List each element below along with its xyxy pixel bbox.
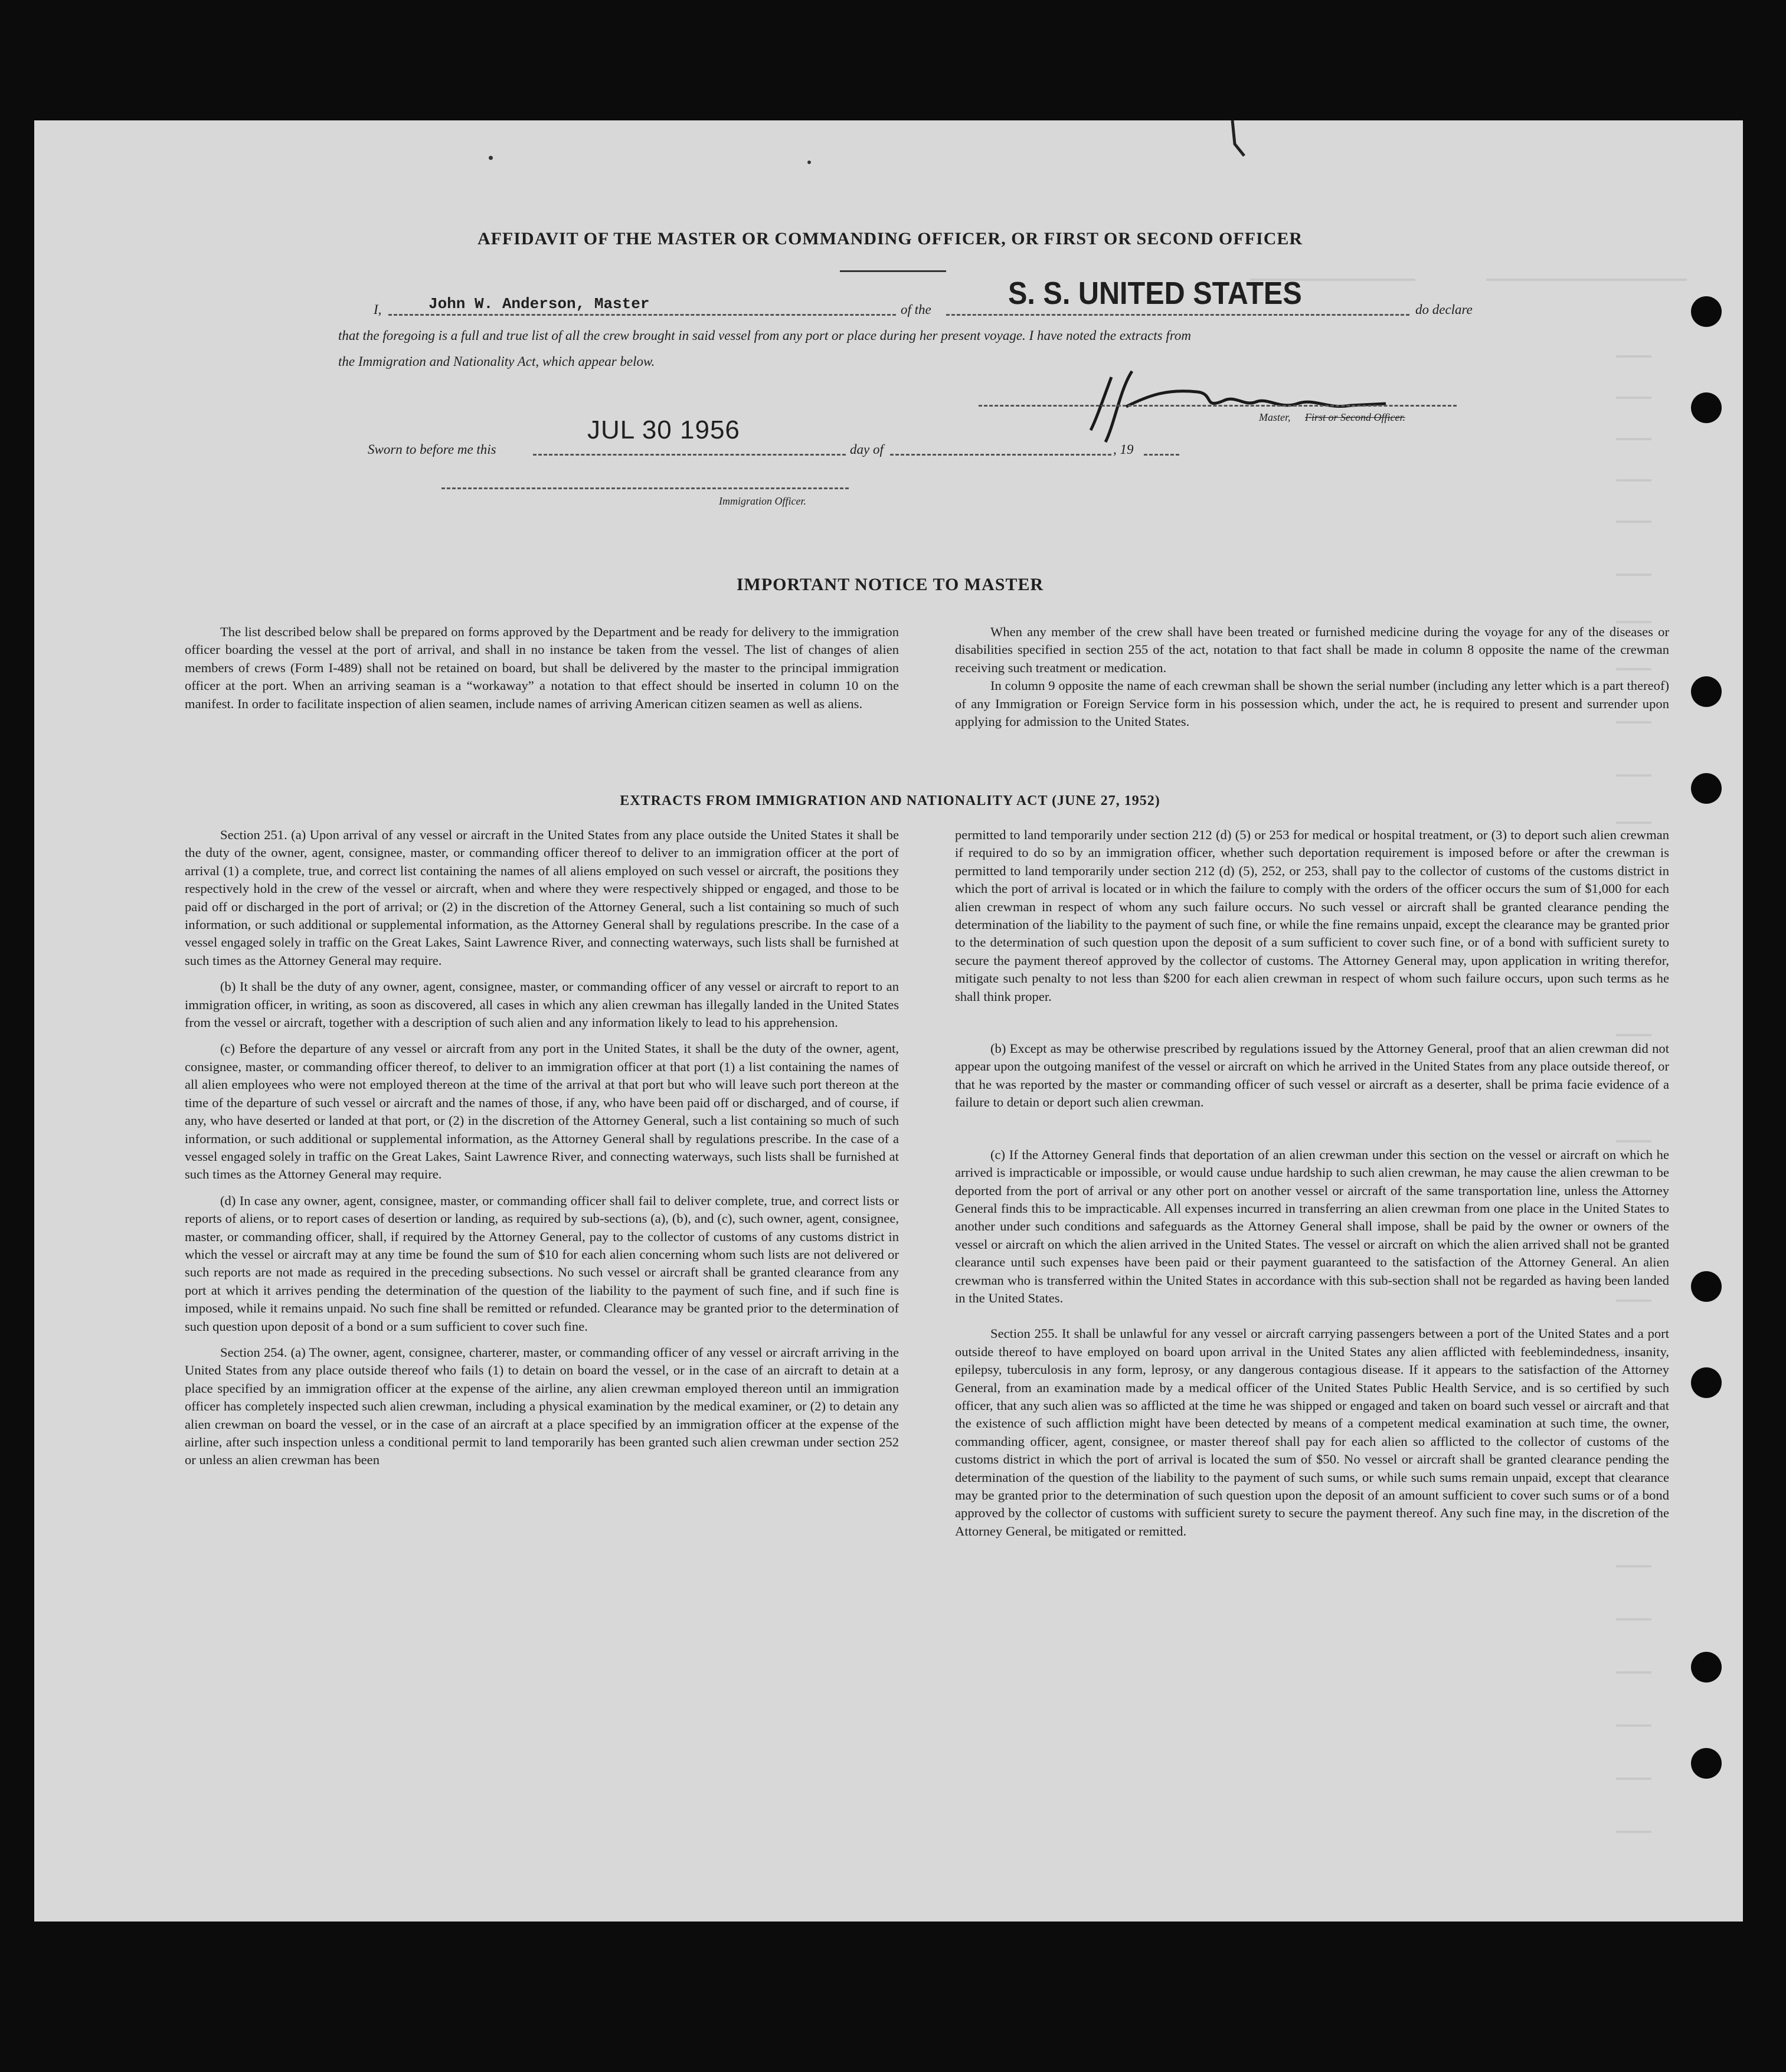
extract-paragraph: (c) Before the departure of any vessel or aircraft from any port in the United States, it shall be the duty of the owner, agent, consignee, master, or commanding officer thereof, to deliver to an immigration officer at that port (1) a list containing the names of all alien employees who were not employed thereon at the time of the arrival at that port but who will leave such port thereon at the time of the departure of such vessel or aircraft and the names of those, if any, who have been paid off or discharged, and of course, if any, who have deserted or landed at that port, or (2) in the discretion of the Attorney General, such a list containing so much of such information, or such additional or supplemental information, as the Attorney General shall by regulations prescribe. In the case of a vessel engaged solely in traffic on the Great Lakes, Saint Lawrence River, and connecting waterways, such lists shall be furnished at such times as the Attorney General may require. (185, 1041, 899, 1182)
vessel-name: S. S. UNITED STATES (1008, 276, 1302, 311)
master-name: John W. Anderson, Master (428, 295, 650, 313)
sworn-label: Sworn to before me this (368, 442, 496, 457)
signature-line (979, 404, 1457, 407)
notice-right-paragraph: In column 9 opposite the name of each crewman shall be shown the serial number (including any letter which is a part thereof) of any Immigration or Foreign Service form in his possession which, under the act, he is required to present and surrender upon applying for admission to the United States. (955, 678, 1669, 729)
declaration-line-1: that the foregoing is a full and true list of all the crew brought in said vessel from any port or place during her present voyage. I have noted the extracts from (338, 328, 1191, 343)
officer-line (441, 486, 849, 489)
month-line (890, 448, 1111, 456)
extracts-title: EXTRACTS FROM IMMIGRATION AND NATIONALITY ACT (JUNE 27, 1952) (620, 793, 1160, 808)
extract-paragraph: permitted to land temporarily under section 212 (d) (5) or 253 for medical or hospital treatment, or (3) to deport such alien crewman if required to do so by an immigration officer, whether such deportation requirement is imposed before or after the crewman is permitted to land temporarily under section 212 (d) (5), 252, or 253, shall pay to the collector of customs of the customs district in which the port of arrival is located or in which the failure to comply with the orders of the officer occurs the sum of $1,000 for each alien crewman in respect of whom any such failure occurs. No such vessel or aircraft shall be granted clearance pending the determination of the liability to the payment of such fine, or while the fine remains unpaid, except the clearance may be granted prior to the determination of such question upon the deposit of a sum sufficient to cover such fine, or of a bond with sufficient surety to secure the payment thereof approved by the collector of customs. The Attorney General may, upon application in writing therefor, mitigate such penalty to not less than $200 for each alien crewman in respect of whom such failure occurs, upon such terms as he shall think proper. (955, 827, 1669, 1004)
i-label: I, (374, 302, 382, 317)
notice-left-paragraph: The list described below shall be prepared on forms approved by the Department and be ready for delivery to the immigration officer boarding the vessel at the port of arrival, and shall in no instance be taken from the vessel. The list of changes of alien members of crews (Form I-489) shall not be retained on board, but shall be delivered by the master to the principal immigration officer at the port. When an arriving seaman is a “workaway” a notation to that effect should be inserted in column 10 on the manifest. In order to facilitate inspection of alien seamen, include names of arriving American citizen seamen as well as aliens. (185, 624, 899, 711)
document-page (34, 120, 1743, 1922)
master-label: Master, (1259, 411, 1291, 423)
speck (489, 156, 493, 160)
declaration-line-2: the Immigration and Nationality Act, which appear below. (338, 354, 655, 369)
punch-hole (1691, 1652, 1722, 1683)
day-of-label: day of (850, 442, 884, 457)
extract-paragraph: Section 255. It shall be unlawful for any vessel or aircraft carrying passengers between a port of the United States and a port outside thereof to have employed on board upon arrival in the United States any alien afflicted with feeblemindedness, insanity, epilepsy, tuberculosis in any form, leprosy, or any dangerous contagious disease. If it appears to the satisfaction of the Attorney General, from an examination made by a medical officer of the United States Public Health Service, and is so certified by such officer, that any such alien was so afflicted at the time he was shipped or engaged and taken on board such vessel or aircraft and that the existence of such affliction might have been detected by means of a competent medical examination at such time, the owner, commanding officer, agent, consignee, or master thereof shall pay for each alien so afflicted to the collector of customs of the customs district in which the port of arrival is located the sum of $50. No vessel or aircraft shall be granted clearance pending the determination of the question of the liability to the payment of such sums, or while such sums remain unpaid, except that clearance may be granted prior to the determination of such question upon the deposit of an amount sufficient to cover such sums or of a bond approved by the collector of customs with sufficient surety to secure the payment thereof. Any such fine may, in the discretion of the Attorney General, be mitigated or remitted. (955, 1326, 1669, 1539)
year-prefix: , 19 (1113, 442, 1134, 457)
affidavit-title: AFFIDAVIT OF THE MASTER OR COMMANDING OFFICER, OR FIRST OR SECOND OFFICER (477, 229, 1303, 248)
punch-hole (1691, 392, 1722, 423)
officer-label: Immigration Officer. (719, 495, 806, 507)
sworn-day-line (533, 448, 846, 456)
extract-paragraph: (b) It shall be the duty of any owner, agent, consignee, master, or commanding officer of any vessel or aircraft to report to an immigration officer, in writing, as soon as discovered, all cases in which any alien crewman has illegally landed in the United States from the vessel or aircraft, together with a description of such alien and any information likely to lead to his apprehension. (185, 979, 899, 1030)
extracts-left-column (185, 826, 899, 1478)
do-declare-label: do declare (1415, 302, 1473, 317)
punch-hole (1691, 296, 1722, 327)
punch-hole (1691, 676, 1722, 707)
year-line (1144, 448, 1179, 456)
extract-paragraph: (d) In case any owner, agent, consignee, master, or commanding officer shall fail to deliver complete, true, and correct lists or reports of aliens, or to report cases of desertion or landing, as required by sub-sections (a), (b), and (c), such owner, agent, consignee, master, or commanding officer, shall, if required by the Attorney General, pay to the collector of customs of any customs district in which the vessel or aircraft may at any time be found the sum of $10 for each alien concerning whom such lists are not delivered or such reports are not made as required in the preceding subsections. No such vessel or aircraft shall be granted clearance from any port at which it arrives pending the determination of the question of the liability to the payment of such fine, and if such fine is imposed, while it remains unpaid. No such fine shall be remitted or refunded. Clearance may be granted prior to the determination of such question upon deposit of a bond or a sum sufficient to cover such fine. (185, 1193, 899, 1334)
of-the-label: of the (901, 302, 931, 317)
extract-paragraph: Section 254. (a) The owner, agent, consignee, charterer, master, or commanding officer of any vessel or aircraft arriving in the United States from any place outside thereof who fails (1) to detain on board the vessel, or in the case of an aircraft to detain at a place specified by an immigration officer at the expense of the airline, any alien crewman employed thereon until an immigration officer has completely inspected such alien crewman, including a physical examination by the medical examiner, or (2) to detain any alien crewman on board the vessel, or in the case of an aircraft at a place specified by an immigration officer at the expense of the airline, after such inspection unless a conditional permit to land temporarily has been granted such alien crewman under section 252 or unless an alien crewman has been (185, 1344, 899, 1468)
notice-right-column (955, 623, 1669, 739)
extract-paragraph: (c) If the Attorney General finds that deportation of an alien crewman under this section on the vessel or aircraft on which he arrived is impracticable or impossible, or would cause undue hardship to such alien crewman, he may cause the alien crewman to be deported from the port of arrival or any other port on another vessel or aircraft of the same transportation line, unless the Attorney General finds this to be impracticable. All expenses incurred in transferring an alien crewman from one place in the United States to another under such conditions and safeguards as the Attorney General shall impose, shall be paid by the owner or owners of the vessel or aircraft on which the alien arrived in the United States. The vessel or aircraft on which the alien arrived shall not be granted clearance until such expenses have been paid or their payment guaranteed to the satisfaction of the Attorney General. An alien crewman who is transferred within the United States in accordance with this sub-section shall not be regarded as having been landed in the United States. (955, 1147, 1669, 1305)
speck (807, 161, 811, 164)
extract-paragraph: Section 251. (a) Upon arrival of any vessel or aircraft in the United States from any place outside the United States it shall be the duty of the owner, agent, consignee, master, or commanding officer thereof to deliver to an immigration officer at the port of arrival (1) a complete, true, and correct list containing the names of all aliens employed on such vessel or aircraft, the positions they respectively hold in the crew of the vessel or aircraft, when and where they were respectively shipped or engaged, and those to be paid off or discharged in the port of arrival; or (2) in the discretion of the Attorney General, such a list containing so much of such information, or such additional or supplemental information, as the Attorney General shall by regulations prescribe. In the case of a vessel engaged solely in traffic on the Great Lakes, Saint Lawrence River, and connecting waterways, such lists shall be furnished at such times as the Attorney General may require. (185, 827, 899, 968)
punch-hole (1691, 1748, 1722, 1779)
punch-hole (1691, 1367, 1722, 1398)
notice-title: IMPORTANT NOTICE TO MASTER (736, 575, 1044, 594)
struck-officer-label: First or Second Officer. (1305, 411, 1405, 423)
extract-paragraph: (b) Except as may be otherwise prescribed by regulations issued by the Attorney General, proof that an alien crewman did not appear upon the outgoing manifest of the vessel or aircraft on which he arrived in the United States from any place outside thereof, or that he was reported by the master or commanding officer of such vessel or aircraft as a deserter, shall be prima facie evidence of a failure to detain or deport such alien crewman. (955, 1041, 1669, 1110)
sworn-date-stamp: JUL 30 1956 (587, 415, 740, 444)
title-rule (840, 270, 946, 272)
notice-left-column (185, 623, 899, 721)
notice-right-paragraph: When any member of the crew shall have been treated or furnished medicine during the voyage for any of the diseases or disabilities specified in section 255 of the act, notation to that fact shall be made in column 8 opposite the name of the crewman receiving such treatment or medication. (955, 624, 1669, 675)
extracts-right-column (955, 826, 1669, 1549)
top-edge-mark (1209, 120, 1268, 162)
punch-hole (1691, 1271, 1722, 1302)
